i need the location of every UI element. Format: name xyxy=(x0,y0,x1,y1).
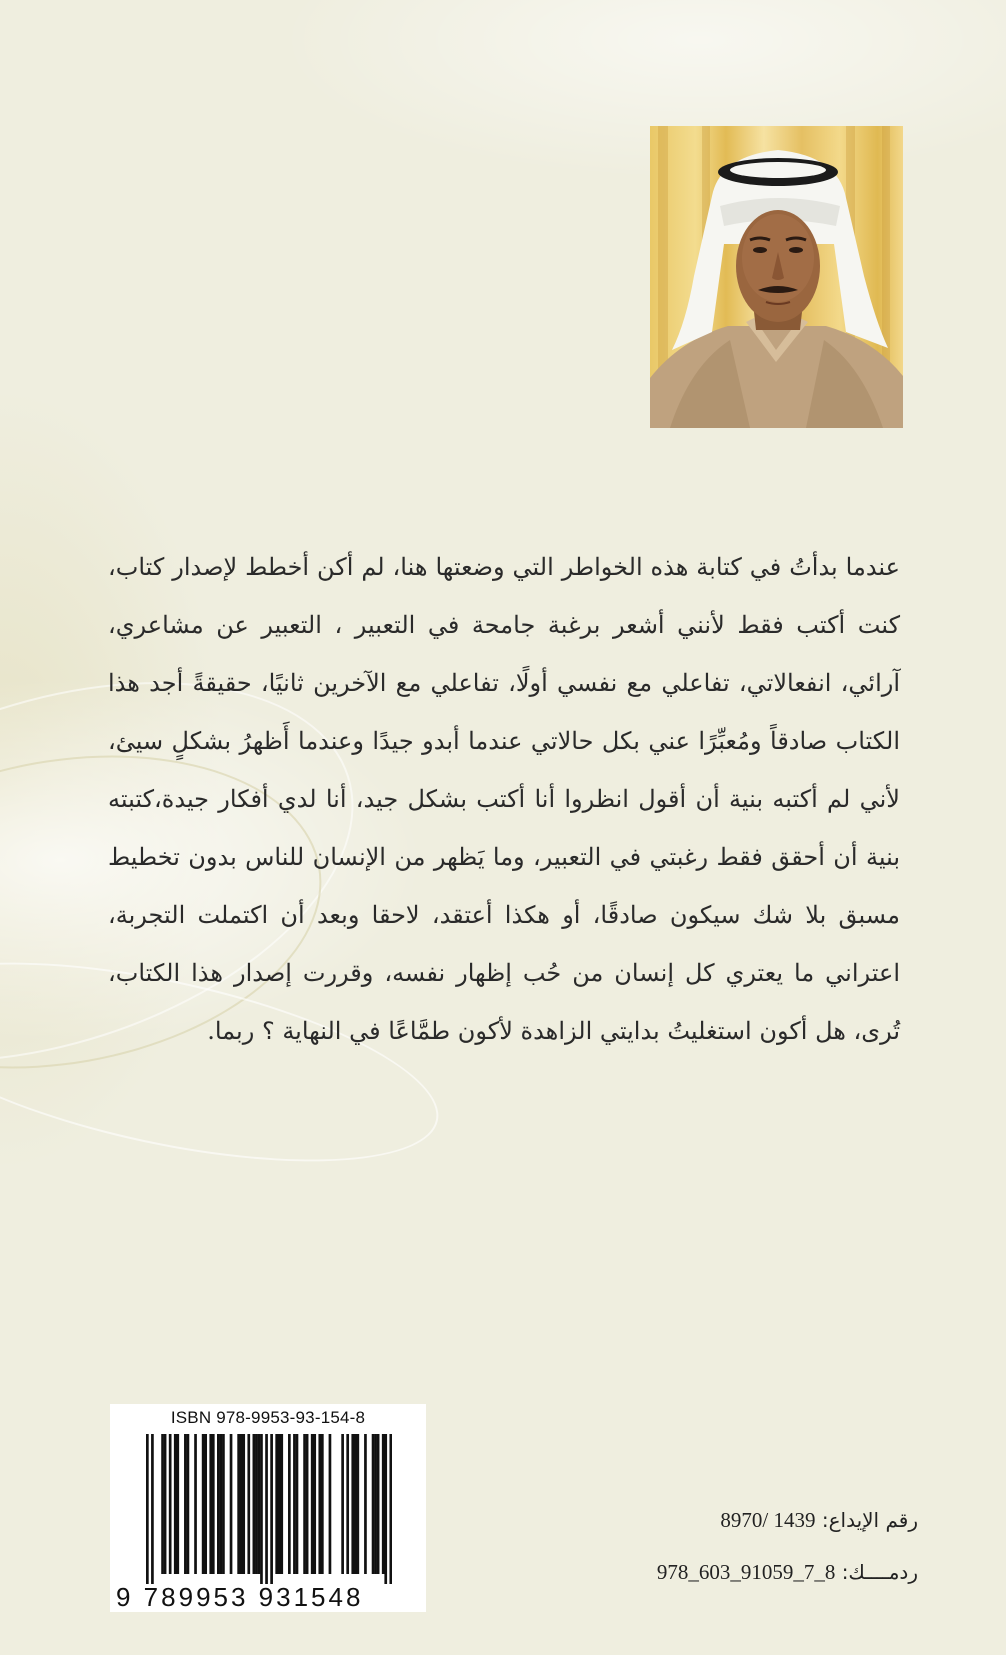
barcode-bar xyxy=(247,1434,250,1574)
barcode-bar xyxy=(217,1434,220,1574)
barcode-bar xyxy=(242,1434,245,1574)
barcode-bar xyxy=(169,1434,172,1574)
barcode-bar xyxy=(187,1434,190,1574)
barcode-bar xyxy=(382,1434,385,1574)
barcode-bar xyxy=(270,1434,273,1584)
barcode-bar xyxy=(202,1434,205,1574)
barcode-bar xyxy=(260,1434,263,1584)
back-cover-blurb: عندما بدأتُ في كتابة هذه الخواطر التي وضعتها هنا، لم أكن أخطط لإصدار كتاب، كنت أكتب فقط لأنني أشعر برغبة جامحة في التعبير ، التعبير عن مشاعري، آرائي، انفعالاتي، تفاعلي مع نفسي أولًا، تفاعلي مع الآخرين ثانيًا، حقيقةً أجد هذا الكتاب صادقاً ومُعبِّرًا عني بكل حالاتي عندما أبدو جيدًا وعندما أَظهرُ بشكلٍ سيئ، لأني لم أكتبه بنية أن أقول انظروا أنا أكتب بشكل جيد، أنا لدي أفكار جيدة،كتبته بنية أن أحقق فقط رغبتي في التعبير، وما يَظهر من الإنسان للناس بدون تخطيط مسبق بلا شك سيكون صادقًا، أو هكذا أعتقد، لاحقا وبعد أن اكتملت التجربة، اعتراني ما يعتري كل إنسان من حُب إظهار نفسه، وقررت إصدار هذا الكتاب، تُرى، هل أكون استغليتُ بدايتي الزاهدة لأكون طمَّاعًا في النهاية ؟ ربما. xyxy=(108,553,900,1045)
barcode-bar xyxy=(237,1434,240,1574)
isbn-label: ISBN 978-9953-93-154-8 xyxy=(170,1408,366,1427)
barcode-bar xyxy=(364,1434,367,1574)
barcode-bar xyxy=(280,1434,283,1574)
barcode-bar xyxy=(329,1434,332,1574)
barcode-bar xyxy=(377,1434,380,1574)
rdmk-value: 978_603_91059_7_8 xyxy=(656,1560,836,1584)
barcode-bar xyxy=(146,1434,149,1584)
deposit-value: 8970/ 1439 xyxy=(720,1508,816,1532)
barcode-bar xyxy=(240,1434,243,1574)
author-photo xyxy=(650,126,903,428)
barcode-bar xyxy=(176,1434,179,1574)
barcode-bar xyxy=(255,1434,258,1574)
barcode-bar xyxy=(212,1434,215,1574)
barcode-bar xyxy=(253,1434,256,1574)
barcode-bar xyxy=(341,1434,344,1574)
barcode-bar xyxy=(318,1434,321,1574)
barcode-bar xyxy=(321,1434,324,1574)
legal-deposit-number xyxy=(720,1508,918,1533)
barcode-bar xyxy=(354,1434,357,1574)
barcode-bar xyxy=(311,1434,314,1574)
barcode-bar xyxy=(222,1434,225,1574)
barcode-bar xyxy=(220,1434,223,1574)
barcode-bar xyxy=(174,1434,177,1574)
barcode-bar xyxy=(230,1434,233,1574)
barcode-bar xyxy=(209,1434,212,1574)
barcode-bar xyxy=(346,1434,349,1574)
barcode-bar xyxy=(164,1434,167,1574)
barcode-bar xyxy=(265,1434,268,1584)
barcode-bar xyxy=(372,1434,375,1574)
isbn-arabic-number xyxy=(657,1560,918,1585)
barcode-bar xyxy=(288,1434,291,1574)
barcode-bar xyxy=(161,1434,164,1574)
barcode-bar xyxy=(303,1434,306,1574)
barcode-bar xyxy=(296,1434,299,1574)
barcode-bar xyxy=(204,1434,207,1574)
barcode-bar xyxy=(351,1434,354,1574)
barcode-bar xyxy=(258,1434,261,1574)
barcode-bar xyxy=(278,1434,281,1574)
barcode-bar xyxy=(384,1434,387,1584)
barcode-bar xyxy=(151,1434,154,1584)
barcode-bar xyxy=(389,1434,392,1584)
barcode-bar xyxy=(194,1434,197,1574)
barcode-bar xyxy=(306,1434,309,1574)
isbn-barcode xyxy=(110,1404,426,1612)
barcode-bar xyxy=(275,1434,278,1574)
barcode-bars xyxy=(146,1434,392,1584)
barcode-digits: 9 789953 931548 xyxy=(116,1582,364,1612)
deposit-label: رقم الإيداع: xyxy=(821,1508,918,1532)
rdmk-label: ردمــــك: xyxy=(841,1560,918,1584)
barcode-bar xyxy=(293,1434,296,1574)
barcode-bar xyxy=(356,1434,359,1574)
barcode-bar xyxy=(184,1434,187,1574)
barcode-bar xyxy=(313,1434,316,1574)
barcode-bar xyxy=(374,1434,377,1574)
